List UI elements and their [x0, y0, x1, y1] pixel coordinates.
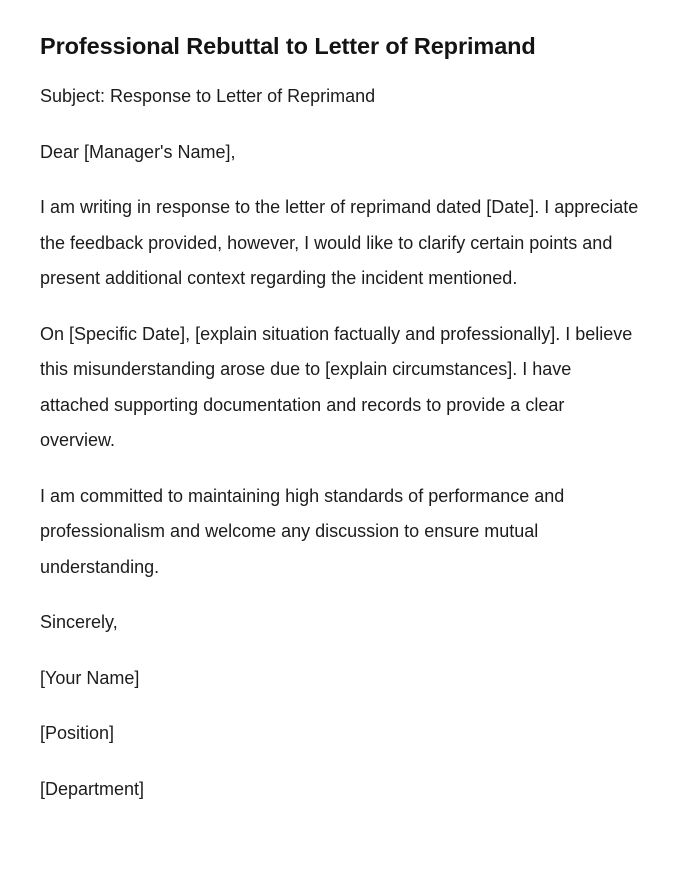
page-title: Professional Rebuttal to Letter of Reprimand	[40, 33, 536, 59]
signature-department: [Department]	[40, 778, 145, 799]
document-body	[40, 79, 640, 807]
paragraph-closing: Sincerely,	[40, 612, 118, 632]
paragraph-opening: I am writing in response to the letter of reprimand dated [Date]. I appreciate the feedback provided, however, I would like to clarify certain points and present additional context regarding the incident mentioned.	[40, 197, 639, 288]
paragraph-salutation: Dear [Manager's Name],	[40, 141, 236, 162]
paragraph-commitment: I am committed to maintaining high standards of performance and professionalism and welcome any discussion to ensure mutual understanding.	[40, 485, 565, 577]
signature-position: [Position]	[40, 723, 115, 743]
signature-name: [Your Name]	[40, 667, 140, 688]
paragraph-explanation: On [Specific Date], [explain situation factually and professionally]. I believe this misunderstanding arose due to [explain circumstances]. I have attached supporting documentation and records to provide a clear overview.	[40, 323, 633, 450]
paragraph-subject: Subject: Response to Letter of Reprimand	[40, 86, 376, 106]
